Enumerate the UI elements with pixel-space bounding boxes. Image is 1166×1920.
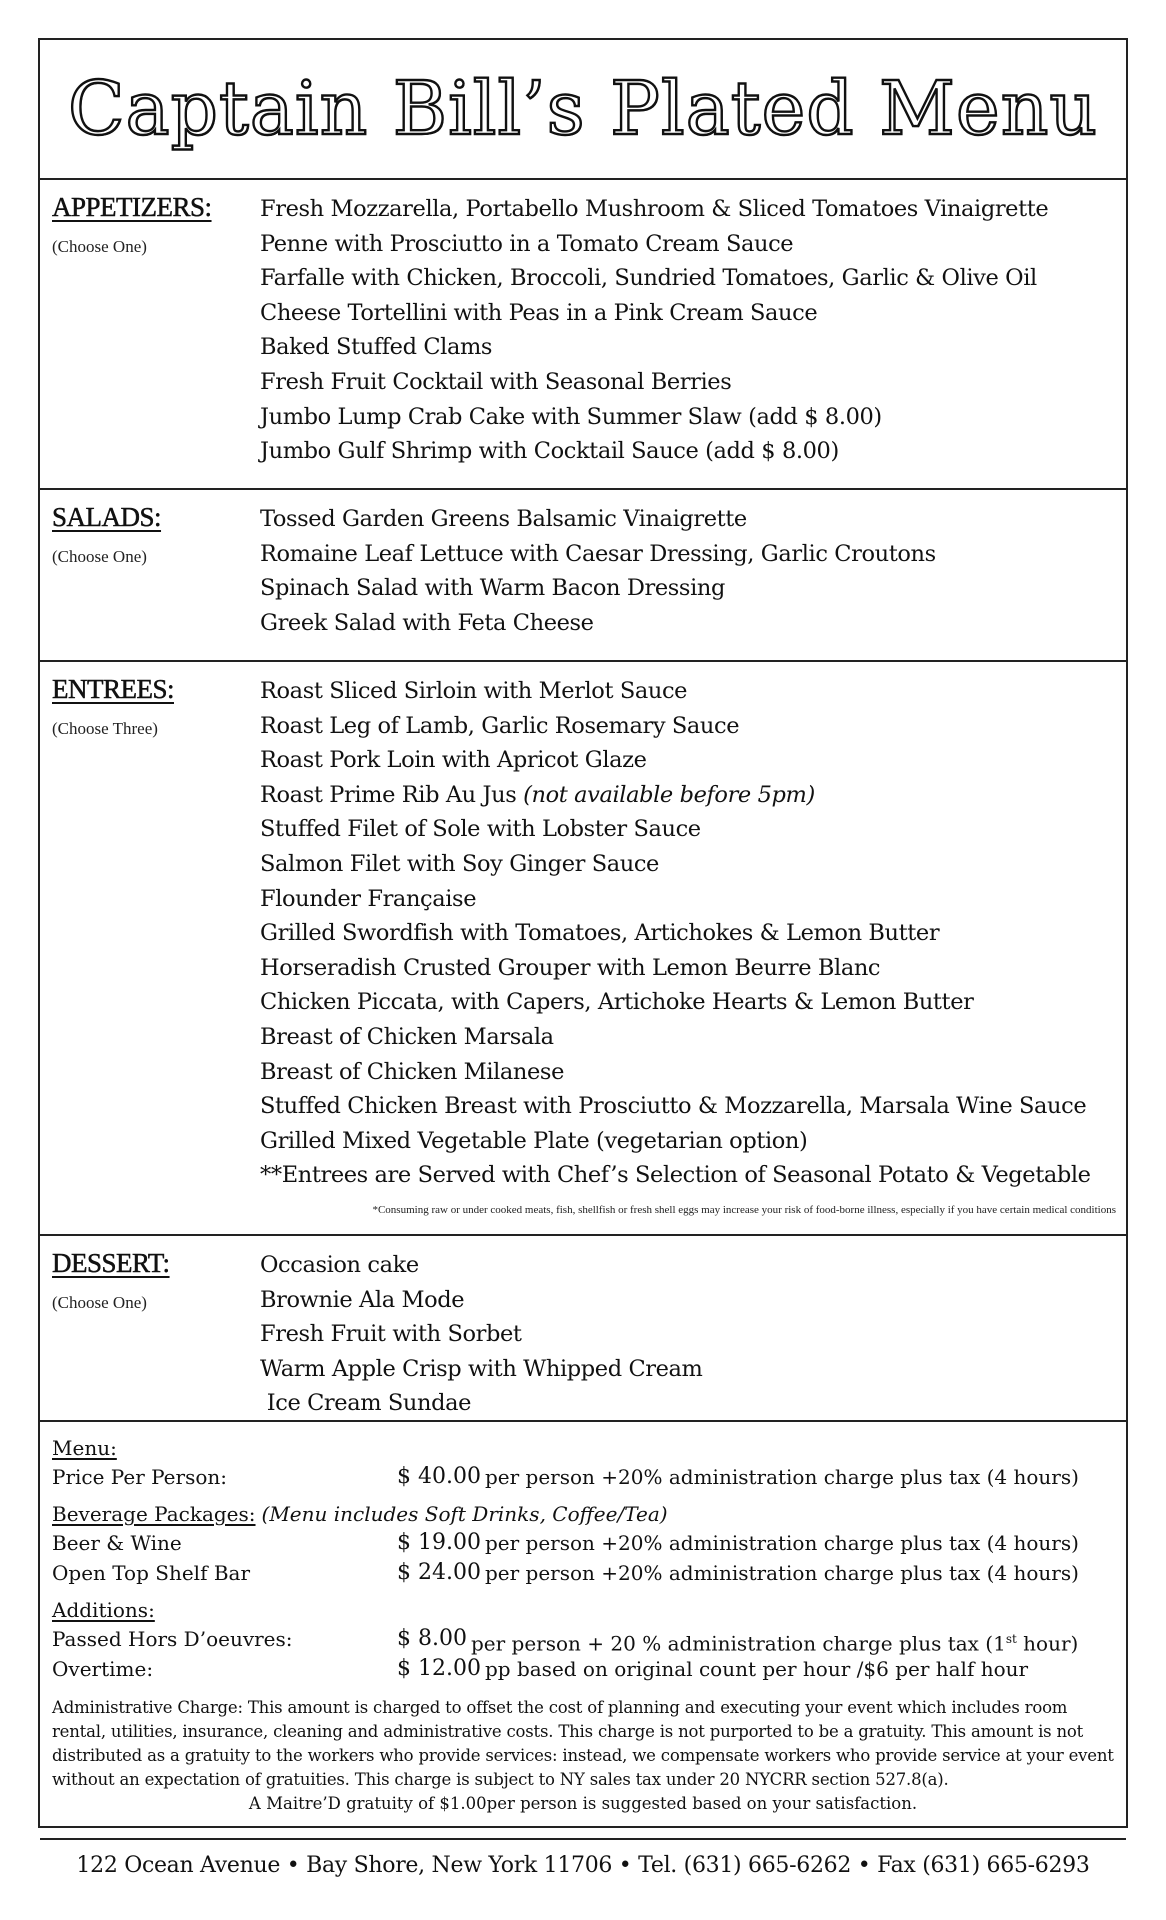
additions-heading: Additions: [52, 1598, 155, 1622]
menu-item: Flounder Française [260, 885, 477, 912]
menu-item: Baked Stuffed Clams [260, 334, 493, 361]
menu-item: Penne with Prosciutto in a Tomato Cream Sauce [260, 230, 794, 257]
price-amount: $ 40.00 [397, 1464, 481, 1489]
section-title: SALADS: [52, 502, 162, 532]
beverage-heading-row [52, 1500, 1114, 1528]
menu-item: Cheese Tortellini with Peas in a Pink Cream Sauce [260, 299, 818, 326]
price-label: Passed Hors D’oeuvres: [52, 1627, 293, 1651]
section-note: (Choose Three) [52, 719, 158, 738]
section-title: DESSERT: [52, 1248, 170, 1278]
footer-address: 122 Ocean Avenue • Bay Shore, New York 11706 • Tel. (631) 665-6262 • Fax (631) 665-6293 [76, 1852, 1090, 1878]
menu-title: Captain Bill’s Plated Menu [40, 40, 1126, 180]
menu-item: Warm Apple Crisp with Whipped Cream [260, 1355, 703, 1382]
menu-item: Tossed Garden Greens Balsamic Vinaigrette [260, 506, 747, 532]
entrees-section [40, 662, 1126, 1236]
price-amount: $ 24.00 [397, 1560, 481, 1585]
price-desc [471, 1624, 1078, 1654]
section-note: (Choose One) [52, 1293, 147, 1312]
menu-item-text: Roast Prime Rib Au Jus [260, 781, 517, 808]
price-label: Price Per Person: [52, 1465, 227, 1489]
price-desc-end: hour) [1016, 1631, 1079, 1656]
menu-item: Ice Cream Sundae [260, 1390, 472, 1417]
price-row [52, 1462, 1114, 1492]
gratuity-text: A Maitre’D gratuity of $1.00per person is suggested based on your satisfaction. [248, 1794, 918, 1813]
menu-item: Breast of Chicken Marsala [260, 1023, 554, 1050]
appetizers-section [40, 180, 1126, 490]
menu-item: Chicken Piccata, with Capers, Artichoke Hearts & Lemon Butter [260, 989, 974, 1016]
superscript: st [1005, 1632, 1017, 1646]
price-row [52, 1558, 1114, 1588]
salads-section [40, 490, 1126, 662]
price-row [52, 1654, 1114, 1684]
menu-frame [38, 38, 1128, 1878]
price-label: Beer & Wine [52, 1531, 182, 1555]
menu-item: Occasion cake [260, 1252, 419, 1278]
price-amount: $ 12.00 [397, 1656, 481, 1681]
price-amount: $ 19.00 [397, 1530, 481, 1555]
menu-heading: Menu: [52, 1436, 117, 1460]
dessert-section [40, 1236, 1126, 1422]
menu-item: Romaine Leaf Lettuce with Caesar Dressing, Garlic Croutons [260, 540, 936, 567]
beverage-heading: Beverage Packages: [52, 1502, 256, 1526]
food-safety-disclaimer: *Consuming raw or under cooked meats, fish, shellfish or fresh shell eggs may increase your risk of food-borne illness, especially if you have certain medical conditions [372, 1204, 1116, 1216]
price-desc: per person +20% administration charge plus tax (4 hours) [484, 1561, 1079, 1585]
price-desc: per person +20% administration charge plus tax (4 hours) [484, 1465, 1079, 1489]
price-desc: pp based on original count per hour /$6 per half hour [484, 1657, 1029, 1681]
section-note: (Choose One) [52, 547, 147, 566]
price-desc: per person +20% administration charge plus tax (4 hours) [484, 1531, 1079, 1555]
menu-item: Jumbo Gulf Shrimp with Cocktail Sauce (add $ 8.00) [260, 438, 839, 465]
menu-item: Fresh Fruit Cocktail with Seasonal Berries [260, 368, 732, 395]
section-title: APPETIZERS: [52, 192, 212, 222]
menu-item-prime-rib [260, 778, 1118, 813]
menu-item: Stuffed Filet of Sole with Lobster Sauce [260, 816, 701, 843]
price-amount: $ 8.00 [397, 1626, 467, 1651]
admin-charge-text: Administrative Charge: This amount is charged to offset the cost of planning and executing your event which includes room rental, utilities, insurance, cleaning and administrative costs. This charge is not purported to be a gratuity. This amount is not distributed as a gratuity to the workers who provide services: instead, we compensate workers who provide service at your event without an expectation of gratuities. This charge is subject to NY sales tax under 20 NYCRR section 527.8(a). [52, 1698, 1114, 1789]
menu-item: Horseradish Crusted Grouper with Lemon Beurre Blanc [260, 954, 881, 981]
price-desc-text: per person + 20 % administration charge plus tax (1 [470, 1631, 1006, 1656]
menu-item: Breast of Chicken Milanese [260, 1058, 564, 1085]
menu-item: Roast Sliced Sirloin with Merlot Sauce [260, 678, 688, 704]
beverage-note: (Menu includes Soft Drinks, Coffee/Tea) [261, 1502, 668, 1526]
menu-item: Brownie Ala Mode [260, 1286, 465, 1313]
section-title: ENTREES: [52, 674, 174, 704]
menu-item: Grilled Swordfish with Tomatoes, Artichokes & Lemon Butter [260, 920, 940, 947]
pricing-section [40, 1422, 1126, 1840]
menu-item: Roast Leg of Lamb, Garlic Rosemary Sauce [260, 712, 740, 739]
menu-item: Salmon Filet with Soy Ginger Sauce [260, 850, 659, 877]
menu-item: Spinach Salad with Warm Bacon Dressing [260, 575, 725, 602]
availability-note: (not available before 5pm) [523, 781, 815, 808]
menu-item: Roast Pork Loin with Apricot Glaze [260, 747, 647, 774]
menu-item: Grilled Mixed Vegetable Plate (vegetarian option) [260, 1127, 808, 1154]
price-label: Overtime: [52, 1657, 154, 1681]
entree-sides-note: **Entrees are Served with Chef’s Selection of Seasonal Potato & Vegetable [260, 1162, 1091, 1189]
section-note: (Choose One) [52, 237, 147, 256]
price-row [52, 1624, 1114, 1654]
menu-item: Jumbo Lump Crab Cake with Summer Slaw (add $ 8.00) [260, 403, 882, 430]
menu-item: Stuffed Chicken Breast with Prosciutto & Mozzarella, Marsala Wine Sauce [260, 1093, 1087, 1120]
menu-item: Farfalle with Chicken, Broccoli, Sundried Tomatoes, Garlic & Olive Oil [260, 265, 1037, 292]
menu-item: Fresh Mozzarella, Portabello Mushroom & Sliced Tomatoes Vinaigrette [260, 196, 1049, 222]
price-row [52, 1528, 1114, 1558]
menu-item: Greek Salad with Feta Cheese [260, 609, 594, 636]
menu-item: Fresh Fruit with Sorbet [260, 1321, 522, 1348]
price-label: Open Top Shelf Bar [52, 1561, 251, 1585]
